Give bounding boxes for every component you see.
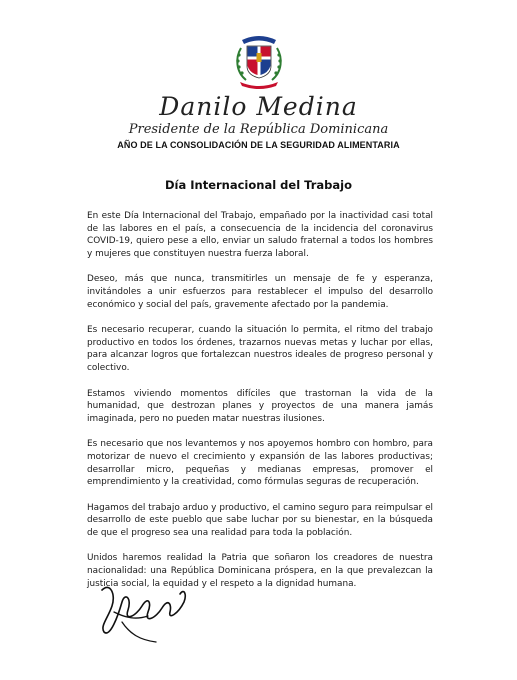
paragraph-5: Es necesario que nos levantemos y nos apoyemos hombro con hombro, para motorizar de nuevo el crecimiento y expansión de las labores productivas; desarrollar micro, pequeñas y medianas empresas, promover el emprendimiento y la creatividad, como fórmulas seguras de recuperación. bbox=[87, 439, 433, 488]
coat-of-arms-icon bbox=[232, 30, 286, 90]
letterhead-role: Presidente de la República Dominicana bbox=[128, 122, 389, 137]
letter-body bbox=[87, 210, 433, 603]
signature-icon bbox=[92, 572, 190, 648]
document-title: Día Internacional del Trabajo bbox=[164, 178, 352, 192]
paragraph-2: Deseo, más que nunca, transmitirles un mensaje de fe y esperanza, invitándoles a unir esfuerzos para restablecer el impulso del desarrollo económico y social del país, gravemente afectado por la pandemia. bbox=[87, 274, 433, 310]
paragraph-6: Hagamos del trabajo arduo y productivo, el camino seguro para reimpulsar el desarrollo de este pueblo que sabe luchar por su bienestar, en la búsqueda de que el progreso sea una realidad para toda la población. bbox=[87, 502, 433, 538]
paragraph-1: En este Día Internacional del Trabajo, empañado por la inactividad casi total de las labores en el país, a consecuencia de la incidencia del coronavirus COVID-19, quiero pese a ello, enviar un saludo fraternal a todos los hombres y mujeres que constituyen nuestra fuerza laboral. bbox=[87, 211, 433, 259]
year-motto: AÑO DE LA CONSOLIDACIÓN DE LA SEGURIDAD ALIMENTARIA bbox=[117, 140, 400, 150]
paragraph-7: Unidos haremos realidad la Patria que soñaron los creadores de nuestra nacionalidad: una República Dominicana próspera, en la que prevalezcan la justicia social, la equidad y el respeto a la dignidad humana. bbox=[87, 553, 433, 589]
paragraph-4: Estamos viviendo momentos difíciles que trastornan la vida de la humanidad, que destrozan planes y proyectos de una manera jamás imaginada, pero no pueden matar nuestras ilusiones. bbox=[87, 388, 433, 424]
letterhead-name: Danilo Medina bbox=[159, 92, 358, 121]
paragraph-3: Es necesario recuperar, cuando la situación lo permita, el ritmo del trabajo productivo en todos los órdenes, trazarnos nuevas metas y luchar por ellas, para alcanzar logros que fortalezcan nuestros ideales de progreso personal y colectivo. bbox=[87, 325, 433, 373]
